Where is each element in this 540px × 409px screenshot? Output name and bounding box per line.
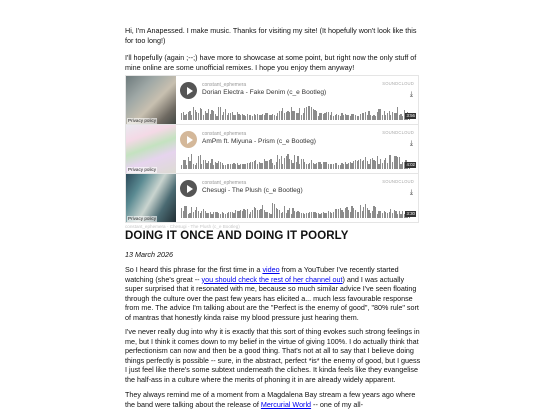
album-link[interactable]: Mercurial World — [260, 399, 312, 409]
channel-link[interactable]: you should check the rest of her channel out — [201, 274, 343, 284]
waveform[interactable] — [181, 104, 417, 120]
player-caption[interactable]: constant_ephemera · Chesugi - The Plush (c_e Bootleg) — [125, 224, 240, 229]
soundcloud-logo-icon[interactable]: SOUNDCLOUD — [382, 179, 414, 184]
privacy-policy-link[interactable]: Privacy policy — [128, 166, 157, 172]
soundcloud-player-3[interactable] — [125, 173, 419, 223]
track-artwork — [126, 174, 176, 223]
soundcloud-player-2[interactable] — [125, 124, 419, 174]
intro-paragraph-2: I'll hopefully (again ;--;) have more to showcase at some point, but right now the only stuff of mine online are some unofficial remixes. I hope you enjoy them anyway! — [125, 53, 417, 72]
privacy-policy-link[interactable]: Privacy policy — [128, 215, 157, 221]
track-duration: 3:30 — [406, 211, 415, 217]
post-date: 13 March 2026 — [125, 250, 173, 259]
track-user[interactable]: constant_ephemera — [202, 180, 247, 186]
track-artwork — [126, 125, 176, 174]
play-button[interactable] — [180, 131, 197, 148]
video-link[interactable]: video — [262, 265, 280, 274]
waveform[interactable] — [181, 153, 417, 169]
intro-paragraph-1: Hi, I'm Anapessed. I make music. Thanks for visiting my site! (It hopefully won't look like this for too long!) — [125, 26, 417, 45]
track-title[interactable]: Dorian Electra - Fake Denim (c_e Bootleg) — [202, 89, 327, 96]
soundcloud-logo-icon[interactable]: SOUNDCLOUD — [382, 130, 414, 135]
post-paragraph-1 — [125, 265, 421, 322]
track-title[interactable]: Chesugi - The Plush (c_e Bootleg) — [202, 187, 303, 194]
track-user[interactable]: constant_ephemera — [202, 131, 247, 137]
post-paragraph-2: I've never really dug into why it is exactly that this sort of thing evokes such strong feelings in me, but I think it comes down to my belief in the virtue of giving 100%. I do actually think that perfectionism can now and then be a good thing. That's not at all to say that I believe doing things perfectly is possible -- sure, in the abstract, perfect *is* the enemy of good, but I guess I just feel like there's some subtext underneath the cliches. It kinda feels like they evangelise the half-ass in a culture where the merits of phoning it in are already widely apparent. — [125, 327, 421, 384]
track-duration: 4:02 — [406, 162, 415, 168]
soundcloud-logo-icon[interactable]: SOUNDCLOUD — [382, 81, 414, 86]
download-icon[interactable]: ⤓ — [409, 140, 413, 147]
track-artwork — [126, 76, 176, 125]
play-button[interactable] — [180, 82, 197, 99]
post-title: DOING IT ONCE AND DOING IT POORLY — [125, 230, 349, 242]
post-text: They always remind me of a moment from a Magdalena Bay stream a few years ago where the band were talking about the release of — [125, 390, 416, 409]
post-text: So I heard this phrase for the first time in a — [125, 265, 263, 274]
privacy-policy-link[interactable]: Privacy policy — [128, 117, 157, 123]
post-text: from a YouTuber I've recently started watching (she's great -- — [125, 265, 399, 284]
waveform[interactable] — [181, 202, 417, 218]
download-icon[interactable]: ⤓ — [409, 91, 413, 98]
post-text: ) and I was actually super surprised that it resonated with me, because so much similar advice I've seen floating through the culture over the past few years has elicited a... much less favourable response from me. The advice I'm talking about are the "Perfect is the enemy of good", "80% rule" sort of mantras that honestly kinda raise my blood pressure just hearing them. — [125, 274, 419, 322]
play-button[interactable] — [180, 180, 197, 197]
post-paragraph-3 — [125, 390, 421, 409]
soundcloud-player-1[interactable] — [125, 75, 419, 125]
track-title[interactable]: AmPm ft. Miyuna - Prism (c_e Bootleg) — [202, 138, 316, 145]
track-user[interactable]: constant_ephemera — [202, 82, 247, 88]
track-duration: 3:56 — [406, 113, 415, 119]
download-icon[interactable]: ⤓ — [409, 189, 413, 196]
post-text: -- one of my all- — [311, 399, 363, 409]
